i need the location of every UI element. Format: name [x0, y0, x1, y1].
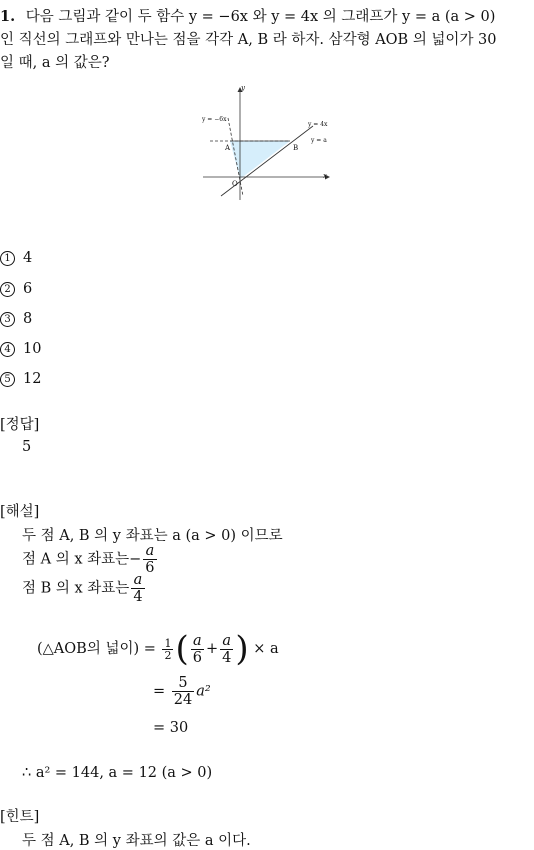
area-lhs: (△AOB의 넓이) =	[37, 641, 156, 657]
choice-value-3: 8	[23, 311, 33, 327]
point-a-label: A	[225, 144, 231, 152]
choice-2[interactable]	[0, 281, 32, 297]
explanation-heading: [해설]	[0, 504, 40, 520]
choice-marker-3: 3	[0, 312, 15, 327]
choice-marker-2: 2	[0, 282, 15, 297]
answer-heading: [정답]	[0, 417, 40, 433]
area-equation-line-3: = 30	[153, 720, 189, 736]
explanation-line-1: 두 점 A, B 의 y 좌표는 a (a > 0) 이므로	[22, 528, 283, 544]
plus-sign: +	[205, 641, 219, 657]
question-text-1: 다음 그림과 같이 두 함수 y = −6x 와 y = 4x 의 그래프가 y = a (a > 0)	[25, 9, 496, 25]
choice-5[interactable]	[0, 371, 41, 387]
choice-1[interactable]	[0, 250, 32, 266]
point-b-x-den: 4	[133, 589, 143, 605]
frac3-den: 24	[173, 692, 193, 708]
explanation-line-3	[22, 572, 147, 605]
choice-4[interactable]	[0, 341, 41, 357]
choice-value-2: 6	[23, 281, 33, 297]
question-number: 1.	[0, 8, 16, 25]
choice-marker-4: 4	[0, 342, 15, 357]
eq2-suffix: a²	[196, 683, 211, 700]
eq2-prefix: =	[153, 683, 166, 700]
frac1-num: a	[191, 633, 204, 650]
answer-value: 5	[22, 439, 32, 455]
origin-label: O	[232, 180, 238, 188]
question-line-1	[0, 5, 495, 26]
area-equation-line-1: (△AOB의 넓이) = $\frac{1}{2}$ ( $\frac{a}{6}$ + $\frac{a}{4}$ ) × a	[37, 629, 279, 669]
point-b-label: B	[293, 144, 299, 152]
frac3-num: 5	[172, 675, 194, 692]
conclusion-line: ∴ a² = 144, a = 12 (a > 0)	[22, 765, 213, 781]
x-axis-label: x	[323, 172, 327, 180]
times-a: × a	[253, 641, 279, 657]
choice-value-4: 10	[23, 341, 42, 357]
frac1-den: 6	[192, 649, 202, 666]
line-a-label: y = a	[311, 137, 327, 144]
point-a-x-prefix: 점 A 의 x 좌표는−	[22, 551, 142, 568]
frac2-num: a	[220, 633, 233, 650]
choice-value-1: 4	[23, 250, 33, 266]
choice-marker-5: 5	[0, 372, 15, 387]
question-text-2: 인 직선의 그래프와 만나는 점을 각각 A, B 라 하자. 삼각형 AOB 의 넓이가 30	[0, 32, 497, 48]
half-den: 2	[164, 648, 172, 662]
line-neg6x-label: y = −6x	[202, 116, 227, 123]
line-4x-label: y = 4x	[308, 121, 328, 128]
half-num: 1	[164, 636, 172, 650]
area-equation-line-2	[153, 675, 211, 708]
y-axis-label: y	[241, 84, 245, 92]
hint-text: 두 점 A, B 의 y 좌표의 값은 a 이다.	[22, 833, 251, 849]
graph-figure	[195, 78, 345, 208]
choice-marker-1: 1	[0, 251, 15, 266]
point-a-x-den: 6	[145, 560, 155, 576]
point-b-x-num: a	[131, 572, 144, 589]
point-a-x-num: a	[143, 543, 156, 560]
choice-value-5: 12	[23, 371, 42, 387]
point-b-x-prefix: 점 B 의 x 좌표는	[22, 580, 130, 597]
hint-heading: [힌트]	[0, 809, 40, 825]
frac2-den: 4	[222, 649, 232, 666]
question-text-3: 일 때, a 의 값은?	[0, 55, 110, 71]
choice-3[interactable]	[0, 311, 32, 327]
